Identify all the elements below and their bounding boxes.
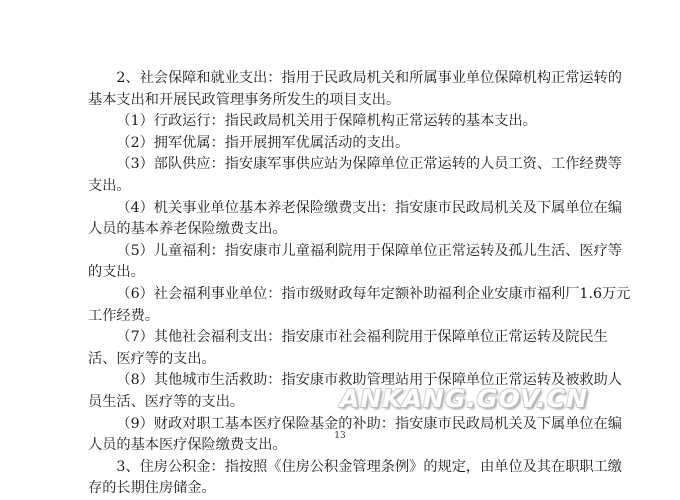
paragraph-item-8: （8）其他城市生活救助：指安康市救助管理站用于保障单位正常运转及被救助人员生活、医疗等的支出。 — [88, 372, 622, 410]
page-number: 13 — [334, 431, 346, 441]
paragraph-item-1: （1）行政运行：指民政局机关用于保障机构正常运转的基本支出。 — [116, 113, 537, 130]
paragraph-item-2: （2）拥军优属：指开展拥军优属活动的支出。 — [116, 134, 410, 151]
paragraph-item-3: （3）部队供应：指安康军事供应站为保障单位正常运转的人员工资、工作经费等支出。 — [88, 156, 622, 194]
paragraph-housing-fund: 3、住房公积金：指按照《住房公积金管理条例》的规定，由单位及其在职职工缴存的长期住房储金。 — [88, 458, 622, 497]
paragraph-social-security: 2、社会保障和就业支出：指用于民政局机关和所属事业单位保障机构正常运转的基本支出和开展民政管理事务所发生的项目支出。 — [88, 70, 622, 108]
site-watermark: ANKANG.GOV.CN — [340, 384, 589, 413]
paragraph-item-6: （6）社会福利事业单位：指市级财政每年定额补助福利企业安康市福利厂1.6万元工作经费。 — [88, 285, 631, 324]
paragraph-item-7: （7）其他社会福利支出：指安康市社会福利院用于保障单位正常运转及院民生活、医疗等的支出。 — [88, 329, 608, 367]
paragraph-item-5: （5）儿童福利：指安康市儿童福利院用于保障单位正常运转及孤儿生活、医疗等的支出。 — [88, 242, 622, 281]
paragraph-item-9: （9）财政对职工基本医疗保险基金的补助：指安康市民政局机关及下属单位在编人员的基本医疗保险缴费支出。 — [88, 415, 622, 454]
paragraph-item-4: （4）机关事业单位基本养老保险缴费支出：指安康市民政局机关及下属单位在编人员的基本养老保险缴费支出。 — [88, 199, 622, 238]
